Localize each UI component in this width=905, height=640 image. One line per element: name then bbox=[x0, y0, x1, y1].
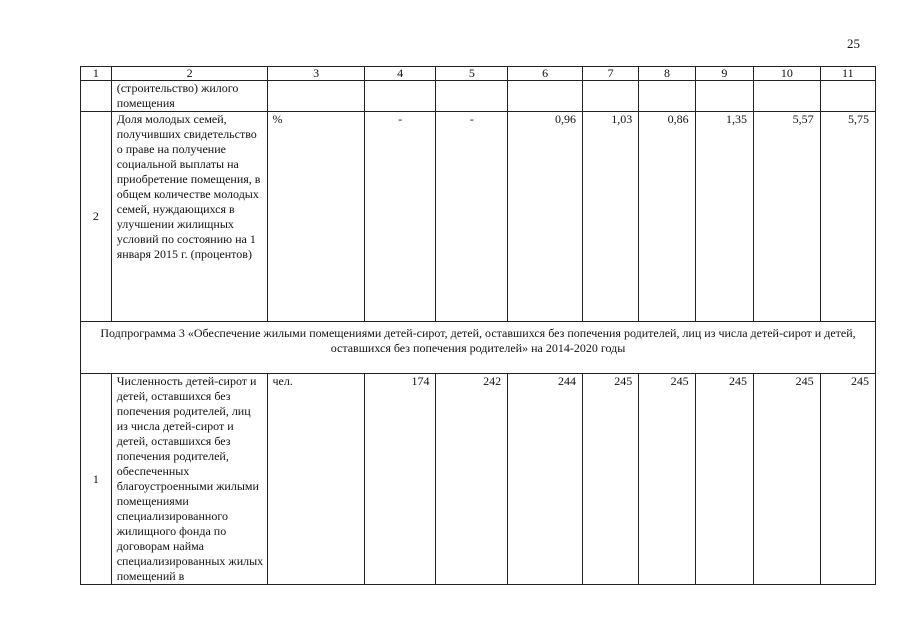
header-cell: 3 bbox=[268, 67, 364, 81]
table-row bbox=[81, 81, 876, 112]
value-cell: 1,03 bbox=[582, 112, 638, 322]
value-cell: 242 bbox=[436, 374, 508, 585]
value-cell: 245 bbox=[639, 374, 695, 585]
header-cell: 8 bbox=[639, 67, 695, 81]
value-cell bbox=[508, 81, 583, 112]
value-cell: 5,57 bbox=[754, 112, 821, 322]
value-cell bbox=[820, 81, 875, 112]
value-cell: 5,75 bbox=[820, 112, 875, 322]
header-cell: 7 bbox=[582, 67, 638, 81]
header-cell: 1 bbox=[81, 67, 112, 81]
value-cell: - bbox=[364, 112, 436, 322]
header-row bbox=[81, 67, 876, 81]
value-cell: 245 bbox=[582, 374, 638, 585]
value-cell: 245 bbox=[820, 374, 875, 585]
subprogram-row bbox=[81, 322, 876, 374]
value-cell: 1,35 bbox=[695, 112, 753, 322]
value-cell: - bbox=[436, 112, 508, 322]
value-cell: 245 bbox=[695, 374, 753, 585]
header-cell: 6 bbox=[508, 67, 583, 81]
header-cell: 2 bbox=[111, 67, 268, 81]
row-number: 1 bbox=[81, 374, 112, 585]
unit-cell bbox=[268, 81, 364, 112]
indicator-description: Численность детей-сирот и детей, оставшихся без попечения родителей, лиц из числа детей-сирот и детей, оставшихся без попечения родителей, обеспеченных благоустроенными жилыми помещениями специализированного жилищного фонда по договорам найма специализированных жилых помещений в bbox=[111, 374, 268, 585]
header-cell: 4 bbox=[364, 67, 436, 81]
value-cell bbox=[695, 81, 753, 112]
indicator-description: Доля молодых семей, получивших свидетельство о праве на получение социальной выплаты на приобретение помещения, в общем количестве молодых семей, нуждающихся в улучшении жилищных условий по состоянию на 1 января 2015 г. (процентов) bbox=[111, 112, 268, 322]
row-number bbox=[81, 81, 112, 112]
value-cell bbox=[754, 81, 821, 112]
table-row bbox=[81, 112, 876, 322]
header-cell: 5 bbox=[436, 67, 508, 81]
subprogram-title: Подпрограмма 3 «Обеспечение жилыми помещениями детей-сирот, детей, оставшихся без попечения родителей, лиц из числа детей-сирот и детей, оставшихся без попечения родителей» на 2014-2020 годы bbox=[81, 322, 876, 374]
value-cell bbox=[582, 81, 638, 112]
table-row bbox=[81, 374, 876, 585]
value-cell: 174 bbox=[364, 374, 436, 585]
header-cell: 11 bbox=[820, 67, 875, 81]
row-number: 2 bbox=[81, 112, 112, 322]
header-cell: 10 bbox=[754, 67, 821, 81]
value-cell bbox=[639, 81, 695, 112]
value-cell bbox=[436, 81, 508, 112]
value-cell: 245 bbox=[754, 374, 821, 585]
indicators-table bbox=[80, 66, 876, 585]
unit-cell: % bbox=[268, 112, 364, 322]
unit-cell: чел. bbox=[268, 374, 364, 585]
page-number: 25 bbox=[847, 36, 860, 51]
value-cell: 0,96 bbox=[508, 112, 583, 322]
header-cell: 9 bbox=[695, 67, 753, 81]
indicator-description: (строительство) жилого помещения bbox=[111, 81, 268, 112]
value-cell bbox=[364, 81, 436, 112]
value-cell: 244 bbox=[508, 374, 583, 585]
value-cell: 0,86 bbox=[639, 112, 695, 322]
